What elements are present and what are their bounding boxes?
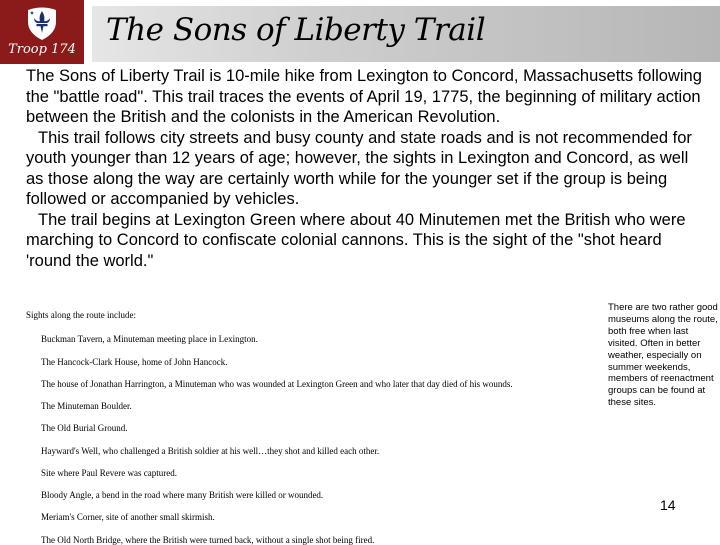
sights-heading: Sights along the route include: (26, 310, 136, 320)
museum-note (608, 302, 720, 409)
list-item: The Hancock-Clark House, home of John Hancock. (41, 357, 228, 367)
page-number: 14 (660, 497, 676, 513)
slide-title: The Sons of Liberty Trail (106, 12, 486, 48)
list-item: The house of Jonathan Harrington, a Minuteman who was wounded at Lexington Green and who later that day died of his wounds. (41, 379, 513, 389)
list-item: Meriam's Corner, site of another small skirmish. (41, 512, 215, 522)
intro-paragraph: The trail begins at Lexington Green where about 40 Minutemen met the British who were marching to Concord to confiscate colonial cannons. This is the sight of the "shot heard 'round the world." (26, 210, 686, 270)
troop-logo (0, 0, 84, 64)
intro-text (26, 66, 706, 271)
list-item: The Minuteman Boulder. (41, 401, 132, 411)
title-bar (92, 6, 720, 62)
list-item: Site where Paul Revere was captured. (41, 468, 177, 478)
troop-label: Troop 174 (8, 42, 76, 57)
list-item: Buckman Tavern, a Minuteman meeting place in Lexington. (41, 334, 258, 344)
fleur-de-lis-emblem-icon (22, 2, 62, 42)
list-item: Bloody Angle, a bend in the road where many British were killed or wounded. (41, 490, 324, 500)
intro-paragraph: This trail follows city streets and busy county and state roads and is not recommended for youth younger than 12 years of age; however, the sights in Lexington and Concord, as well as those along the way are certainly worth while for the younger set if the group is being followed or accompanied by vehicles. (26, 128, 692, 208)
museum-note-text: There are two rather good museums along the route, both free when last visited. Often in better weather, especially on summer weekends, members of reenactment groups can be found at these sites. (608, 302, 718, 409)
intro-paragraph: The Sons of Liberty Trail is 10-mile hike from Lexington to Concord, Massachusetts following the "battle road". This trail traces the events of April 19, 1775, the beginning of military action between the British and the colonists in the American Revolution. (26, 67, 702, 126)
list-item: Hayward's Well, who challenged a British soldier at his well…they shot and killed each other. (41, 446, 380, 456)
list-item: The Old Burial Ground. (41, 423, 128, 433)
slide-header (0, 0, 720, 70)
list-item: The Old North Bridge, where the British were turned back, without a single shot being fired. (41, 535, 375, 545)
